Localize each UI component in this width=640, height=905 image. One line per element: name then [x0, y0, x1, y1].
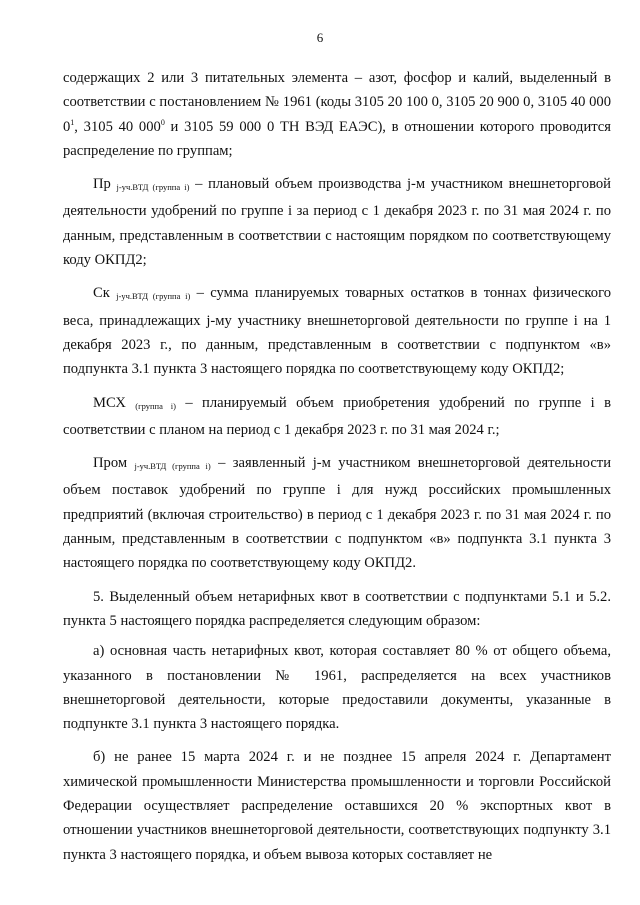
document-body	[63, 66, 611, 876]
definition-industry: Пром $_{j-уч.ВТД (группа i)}$ – заявленный j-м участником внешнеторговой деятельности объем поставок удобрений по группе i для нужд российских промышленных предприятий (включая строительство) в период с 1 декабря 2023 г. по 31 мая 2024 г. по данным, представленным в соответствии с подпунктом «в» подпункта 3.1 пункта 3 настоящего порядка по соответствующему коду ОКПД2.	[63, 455, 611, 572]
paragraph-codes: содержащих 2 или 3 питательных элемента – азот, фосфор и калий, выделенный в соответствии с постановлением № 1961 (коды 3105 20 100 0, 3105 20 900 0, 3105 40 000 $0^1$, 3105 40 $000^0$ и 3105 59 000 0 ТН ВЭД ЕАЭС), в отношении которого проводится распределение по группам;	[63, 70, 612, 159]
definition-agriculture: МСХ $_{(группа i)}$ – планируемый объем приобретения удобрений по группе i в соответствии с планом на период с 1 декабря 2023 г. по 31 мая 2024 г.;	[63, 394, 611, 438]
page-number: 6	[316, 30, 324, 45]
paragraph-item-5: 5. Выделенный объем нетарифных квот в соответствии с подпунктами 5.1 и 5.2. пункта 5 настоящего порядка распределяется следующим образом:	[63, 588, 611, 629]
definition-production: Пр $_{j-уч.ВТД (группа i)}$ – плановый объем производства j-м участником внешнеторговой деятельности удобрений по группе i за период с 1 декабря 2023 г. по 31 мая 2024 г. по данным, представленным в соответствии с настоящим порядком по соответствующему коду ОКПД2;	[63, 176, 611, 269]
paragraph-item-a: а) основная часть нетарифных квот, которая составляет 80 % от общего объема, указанного в постановлении № 1961, распределяется на всех участников внешнеторговой деятельности, которые предоставили документы, указанные в подпункте 3.1 пункта 3 настоящего порядка.	[63, 643, 611, 733]
definition-stock: Ск $_{j-уч.ВТД (группа i)}$ – сумма планируемых товарных остатков в тоннах физического веса, принадлежащих j-му участнику внешнеторговой деятельности по группе i на 1 декабря 2023 г., по данным, представленным в соответствии с подпунктом «в» подпункта 3.1 пункта 3 настоящего порядка по соответствующему коду ОКПД2;	[63, 285, 611, 378]
paragraph-item-b: б) не ранее 15 марта 2024 г. и не позднее 15 апреля 2024 г. Департамент химической промышленности Министерства промышленности и торговли Российской Федерации осуществляет распределение оставшихся 20 % экспортных квот в отношении участников внешнеторговой деятельности, соответствующих подпункту 3.1 пункта 3 настоящего порядка, и объем вывоза которых составляет не	[63, 749, 611, 863]
